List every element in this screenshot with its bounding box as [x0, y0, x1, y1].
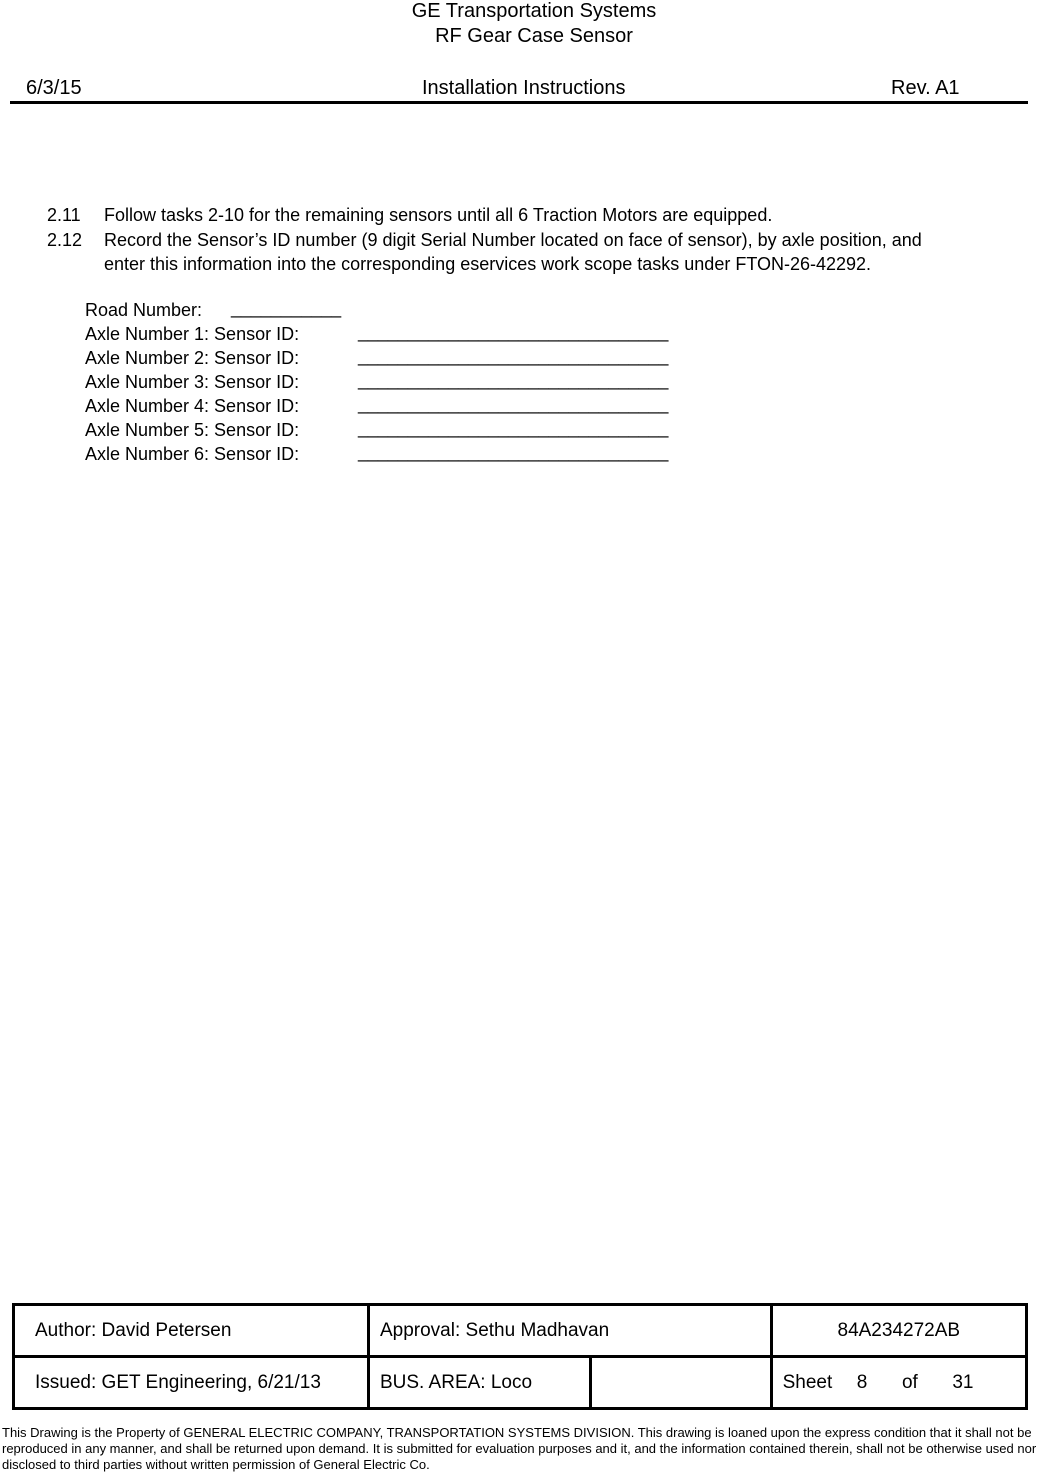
product-name: RF Gear Case Sensor — [435, 25, 633, 47]
axle-1-sensor-blank[interactable]: _______________________________ — [358, 322, 669, 342]
author: Author: David Petersen — [35, 1319, 232, 1341]
title-block — [12, 1303, 1028, 1410]
axle-3-sensor-blank[interactable]: _______________________________ — [358, 370, 669, 390]
issued: Issued: GET Engineering, 6/21/13 — [35, 1371, 321, 1393]
axle-5-sensor-blank[interactable]: _______________________________ — [358, 418, 669, 438]
step-number: 2.12 — [47, 230, 83, 250]
axle-6-sensor-blank[interactable]: _______________________________ — [358, 442, 669, 462]
doc-number-cell — [771, 1305, 1026, 1357]
approval-cell — [368, 1305, 771, 1357]
sheet-total: 31 — [952, 1371, 974, 1393]
document-date: 6/3/15 — [26, 77, 82, 99]
company-name: GE Transportation Systems — [411, 0, 657, 22]
axle-5-label: Axle Number 5: Sensor ID: — [85, 420, 300, 440]
axle-2-label: Axle Number 2: Sensor ID: — [85, 348, 300, 368]
bus-area-cell — [368, 1357, 590, 1409]
document-number: 84A234272AB — [837, 1319, 961, 1341]
business-area: BUS. AREA: Loco — [379, 1371, 533, 1393]
axle-2-sensor-blank[interactable]: _______________________________ — [358, 346, 669, 366]
sheet-cell — [771, 1357, 1026, 1409]
step-text: Record the Sensor’s ID number (9 digit Serial Number located on face of sensor), by axle position, and — [104, 230, 922, 250]
road-number-label: Road Number: — [85, 300, 203, 320]
road-number-blank[interactable]: ___________ — [231, 298, 342, 318]
document-revision: Rev. A1 — [891, 77, 960, 99]
legal-notice: This Drawing is the Property of GENERAL ELECTRIC COMPANY, TRANSPORTATION SYSTEMS DIVISION. This drawing is loaned upon the express condition that it shall not be reproduced in any manner, and shall be returned upon demand. It is submitted for evaluation purposes and it, and the information contained therein, shall not be otherwise used nor disclosed to third parties without written permission of General Electric Co. — [2, 1425, 1037, 1472]
author-cell — [14, 1305, 369, 1357]
sheet-label: Sheet — [782, 1371, 833, 1393]
axle-1-label: Axle Number 1: Sensor ID: — [85, 324, 300, 344]
step-text: Follow tasks 2-10 for the remaining sensors until all 6 Traction Motors are equipped. — [104, 205, 773, 225]
axle-4-label: Axle Number 4: Sensor ID: — [85, 396, 300, 416]
approval: Approval: Sethu Madhavan — [379, 1319, 610, 1341]
axle-6-label: Axle Number 6: Sensor ID: — [85, 444, 300, 464]
axle-3-label: Axle Number 3: Sensor ID: — [85, 372, 300, 392]
sheet-number: 8 — [856, 1371, 868, 1393]
document-title: Installation Instructions — [422, 77, 626, 99]
sheet-of: of — [901, 1371, 918, 1393]
issued-cell — [14, 1357, 369, 1409]
step-number: 2.11 — [47, 205, 81, 225]
empty-cell — [591, 1357, 771, 1409]
axle-4-sensor-blank[interactable]: _______________________________ — [358, 394, 669, 414]
header-rule — [10, 101, 1028, 104]
step-text-continued: enter this information into the corresponding eservices work scope tasks under FTON-26-42292. — [104, 254, 872, 274]
